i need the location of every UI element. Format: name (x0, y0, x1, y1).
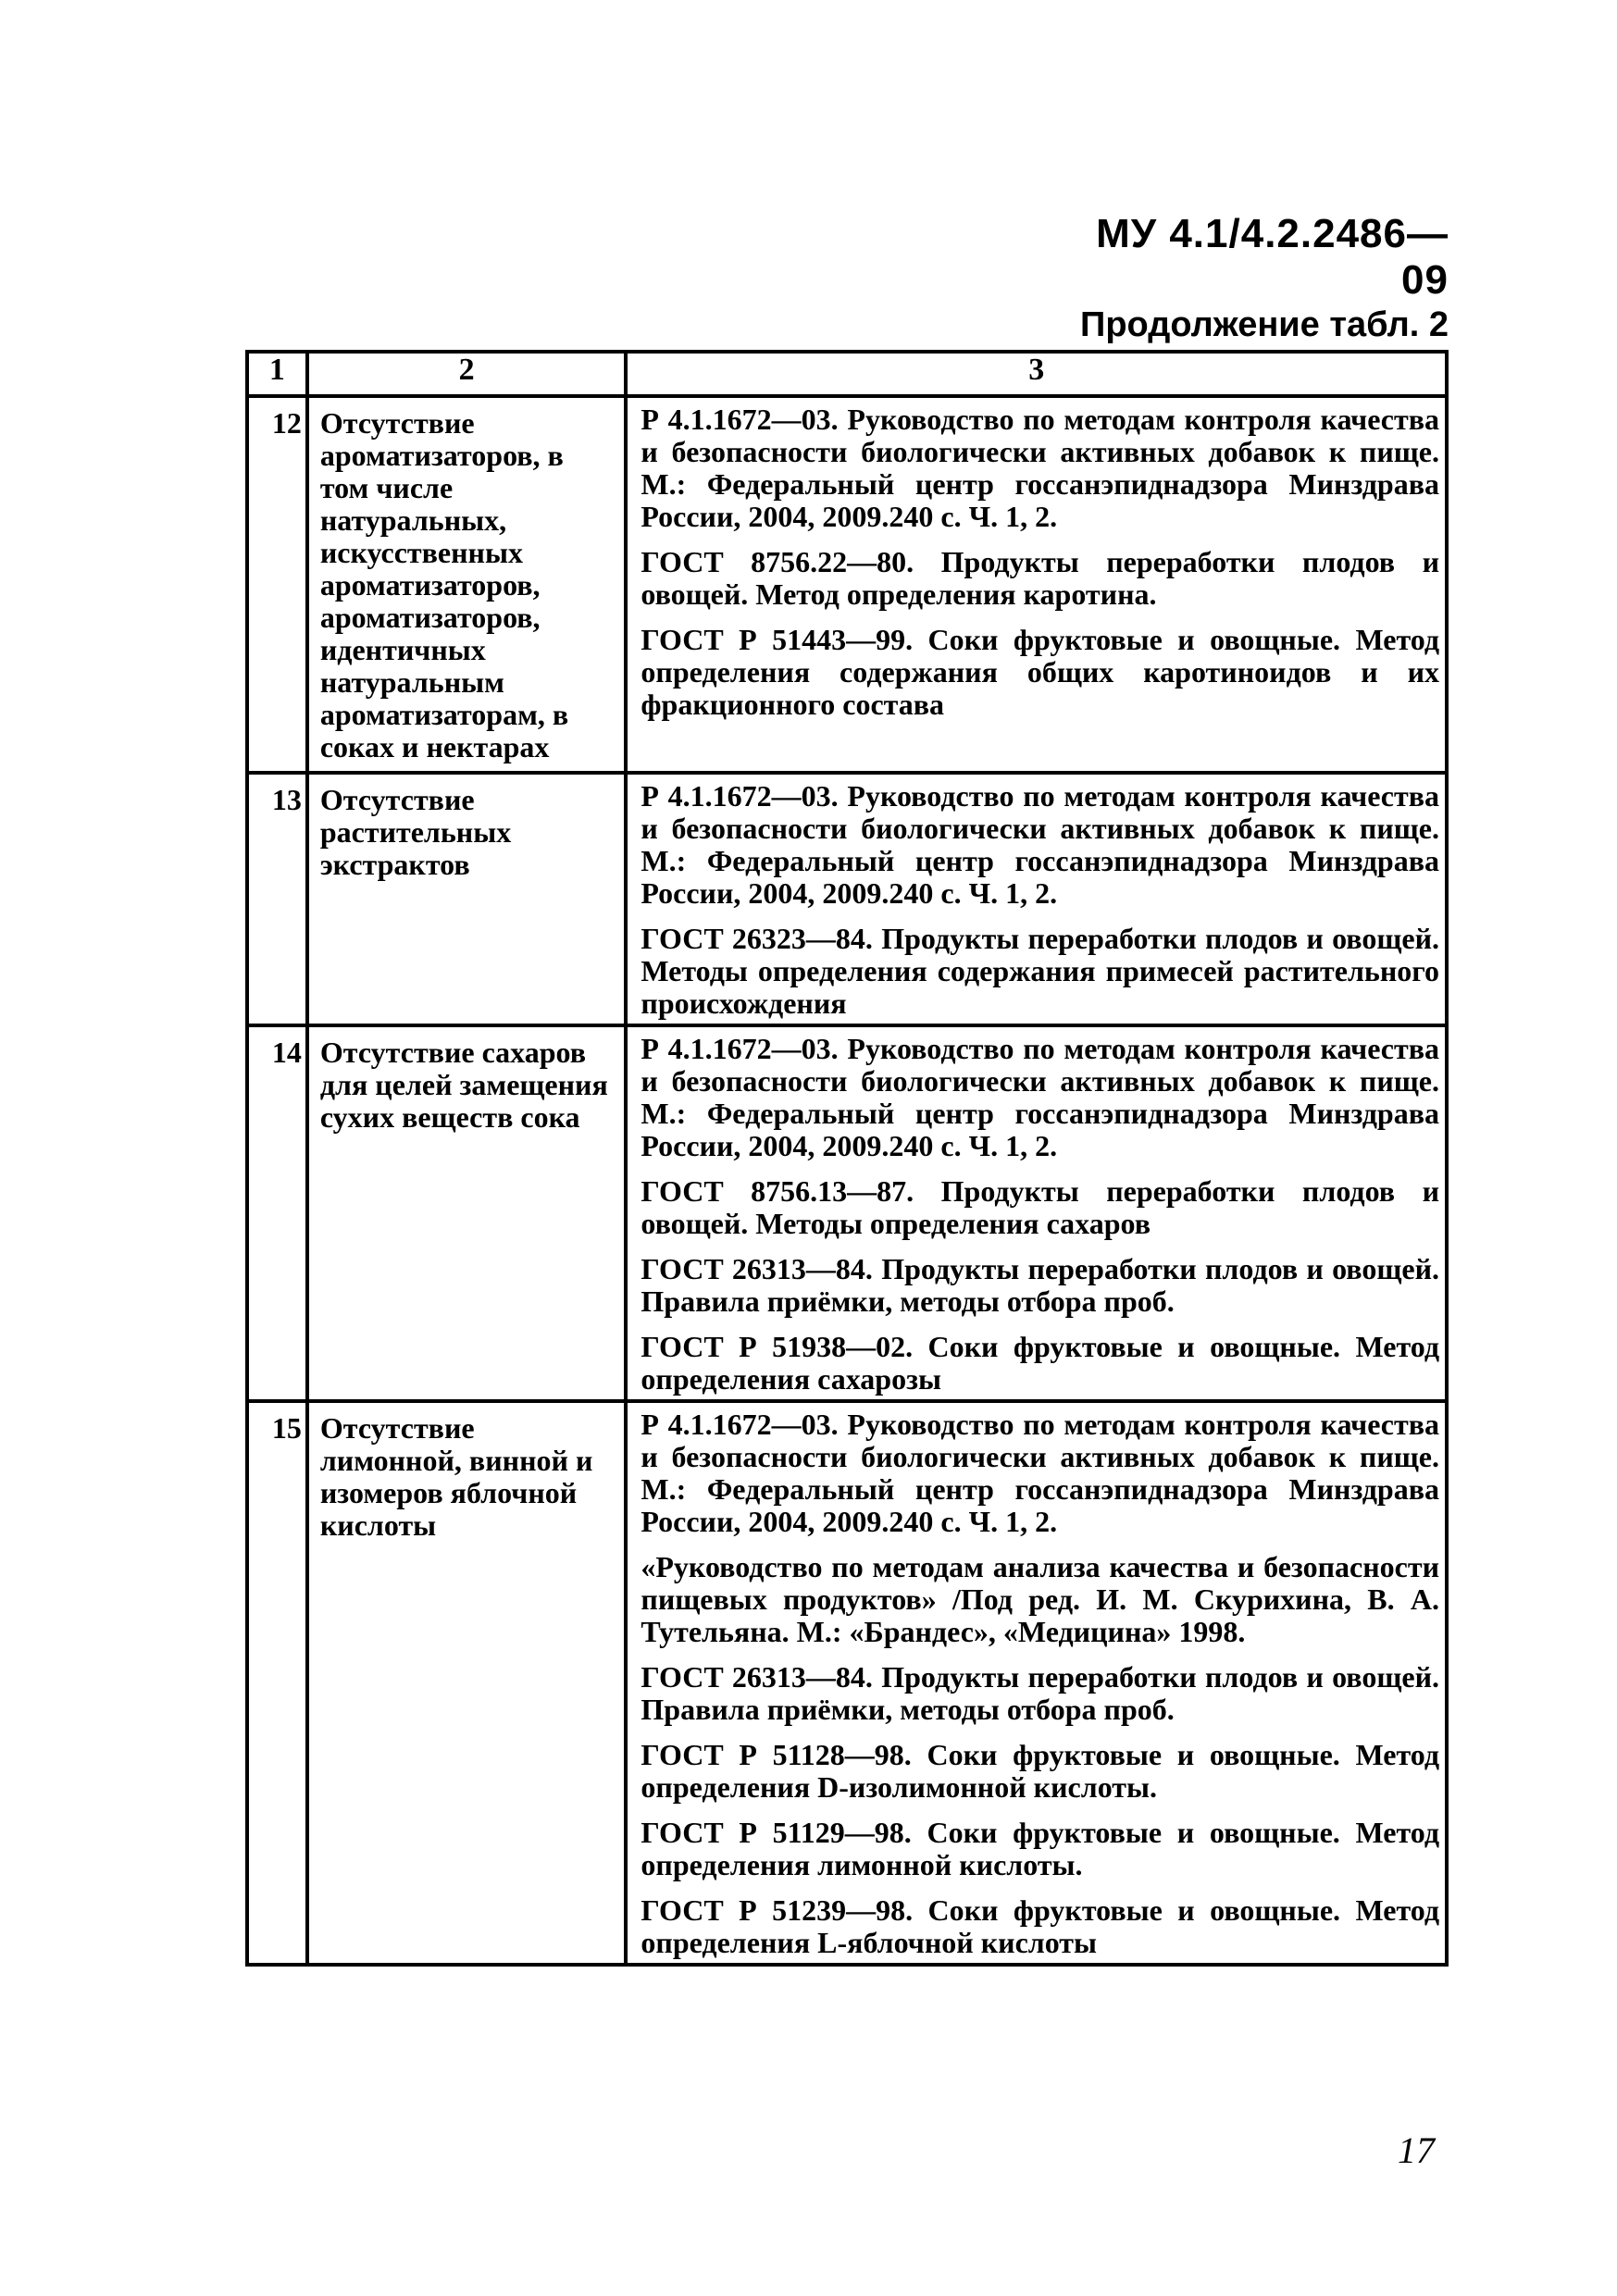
reference-item: ГОСТ Р 51239—98. Соки фруктовые и овощные. Метод определения L-яблочной кислоты (641, 1893, 1439, 1959)
reference-item: «Руководство по методам анализа качества и безопасности пищевых продуктов» /Под ред. И. М. Скурихина, В. А. Тутельяна. М.: «Брандес», «Медицина» 1998. (641, 1550, 1439, 1648)
method-references (626, 1401, 1447, 1965)
methods-table (245, 350, 1449, 1967)
indicator-name: Отсутствие лимонной, винной и изомеров яблочной кислоты (307, 1401, 627, 1965)
method-references (626, 1025, 1447, 1401)
reference-item: ГОСТ 26323—84. Продукты переработки плодов и овощей. Методы определения содержания примесей растительного происхождения (641, 922, 1439, 1020)
row-number: 15 (247, 1401, 307, 1965)
reference-item: ГОСТ Р 51129—98. Соки фруктовые и овощные. Метод определения лимонной кислоты. (641, 1816, 1439, 1881)
page-number: 17 (1398, 2129, 1435, 2171)
reference-item: ГОСТ 26313—84. Продукты переработки плодов и овощей. Правила приёмки, методы отбора проб. (641, 1252, 1439, 1318)
reference-item: ГОСТ 26313—84. Продукты переработки плодов и овощей. Правила приёмки, методы отбора проб. (641, 1660, 1439, 1726)
column-header-1: 1 (247, 352, 307, 396)
table-row (247, 1401, 1447, 1965)
table-row (247, 1025, 1447, 1401)
indicator-name: Отсутствие сахаров для целей замещения сухих веществ сока (307, 1025, 627, 1401)
document-code: МУ 4.1/4.2.2486—09 (1096, 211, 1449, 303)
reference-item: Р 4.1.1672—03. Руководство по методам контроля качества и безопасности биологически активных добавок к пище. М.: Федеральный центр госсанэпиднадзора Минздрава России, 2004, 2009.240 с. Ч. 1, 2. (641, 779, 1439, 910)
reference-item: ГОСТ 8756.13—87. Продукты переработки плодов и овощей. Методы определения сахаров (641, 1174, 1439, 1240)
reference-item: Р 4.1.1672—03. Руководство по методам контроля качества и безопасности биологически активных добавок к пище. М.: Федеральный центр госсанэпиднадзора Минздрава России, 2004, 2009.240 с. Ч. 1, 2. (641, 403, 1439, 533)
indicator-name: Отсутствие растительных экстрактов (307, 773, 627, 1025)
reference-item: ГОСТ Р 51128—98. Соки фруктовые и овощные. Метод определения D-изолимонной кислоты. (641, 1738, 1439, 1804)
column-header-2: 2 (307, 352, 627, 396)
reference-item: ГОСТ 8756.22—80. Продукты переработки плодов и овощей. Метод определения каротина. (641, 545, 1439, 611)
row-number: 13 (247, 773, 307, 1025)
indicator-name: Отсутствие ароматизаторов, в том числе натуральных, искусственных ароматизаторов, ароматизаторов, идентичных натуральным ароматизаторам, в соках и нектарах (307, 396, 627, 773)
table-continuation-caption: Продолжение табл. 2 (1080, 305, 1449, 344)
row-number: 12 (247, 396, 307, 773)
column-header-3: 3 (626, 352, 1447, 396)
reference-item: Р 4.1.1672—03. Руководство по методам контроля качества и безопасности биологически активных добавок к пище. М.: Федеральный центр госсанэпиднадзора Минздрава России, 2004, 2009.240 с. Ч. 1, 2. (641, 1032, 1439, 1162)
table-header-row (247, 352, 1447, 396)
row-number: 14 (247, 1025, 307, 1401)
reference-item: Р 4.1.1672—03. Руководство по методам контроля качества и безопасности биологически активных добавок к пище. М.: Федеральный центр госсанэпиднадзора Минздрава России, 2004, 2009.240 с. Ч. 1, 2. (641, 1408, 1439, 1538)
table-row (247, 773, 1447, 1025)
reference-item: ГОСТ Р 51443—99. Соки фруктовые и овощные. Метод определения содержания общих каротиноидов и их фракционного состава (641, 623, 1439, 721)
table-row (247, 396, 1447, 773)
reference-item: ГОСТ Р 51938—02. Соки фруктовые и овощные. Метод определения сахарозы (641, 1330, 1439, 1396)
method-references (626, 396, 1447, 773)
method-references (626, 773, 1447, 1025)
